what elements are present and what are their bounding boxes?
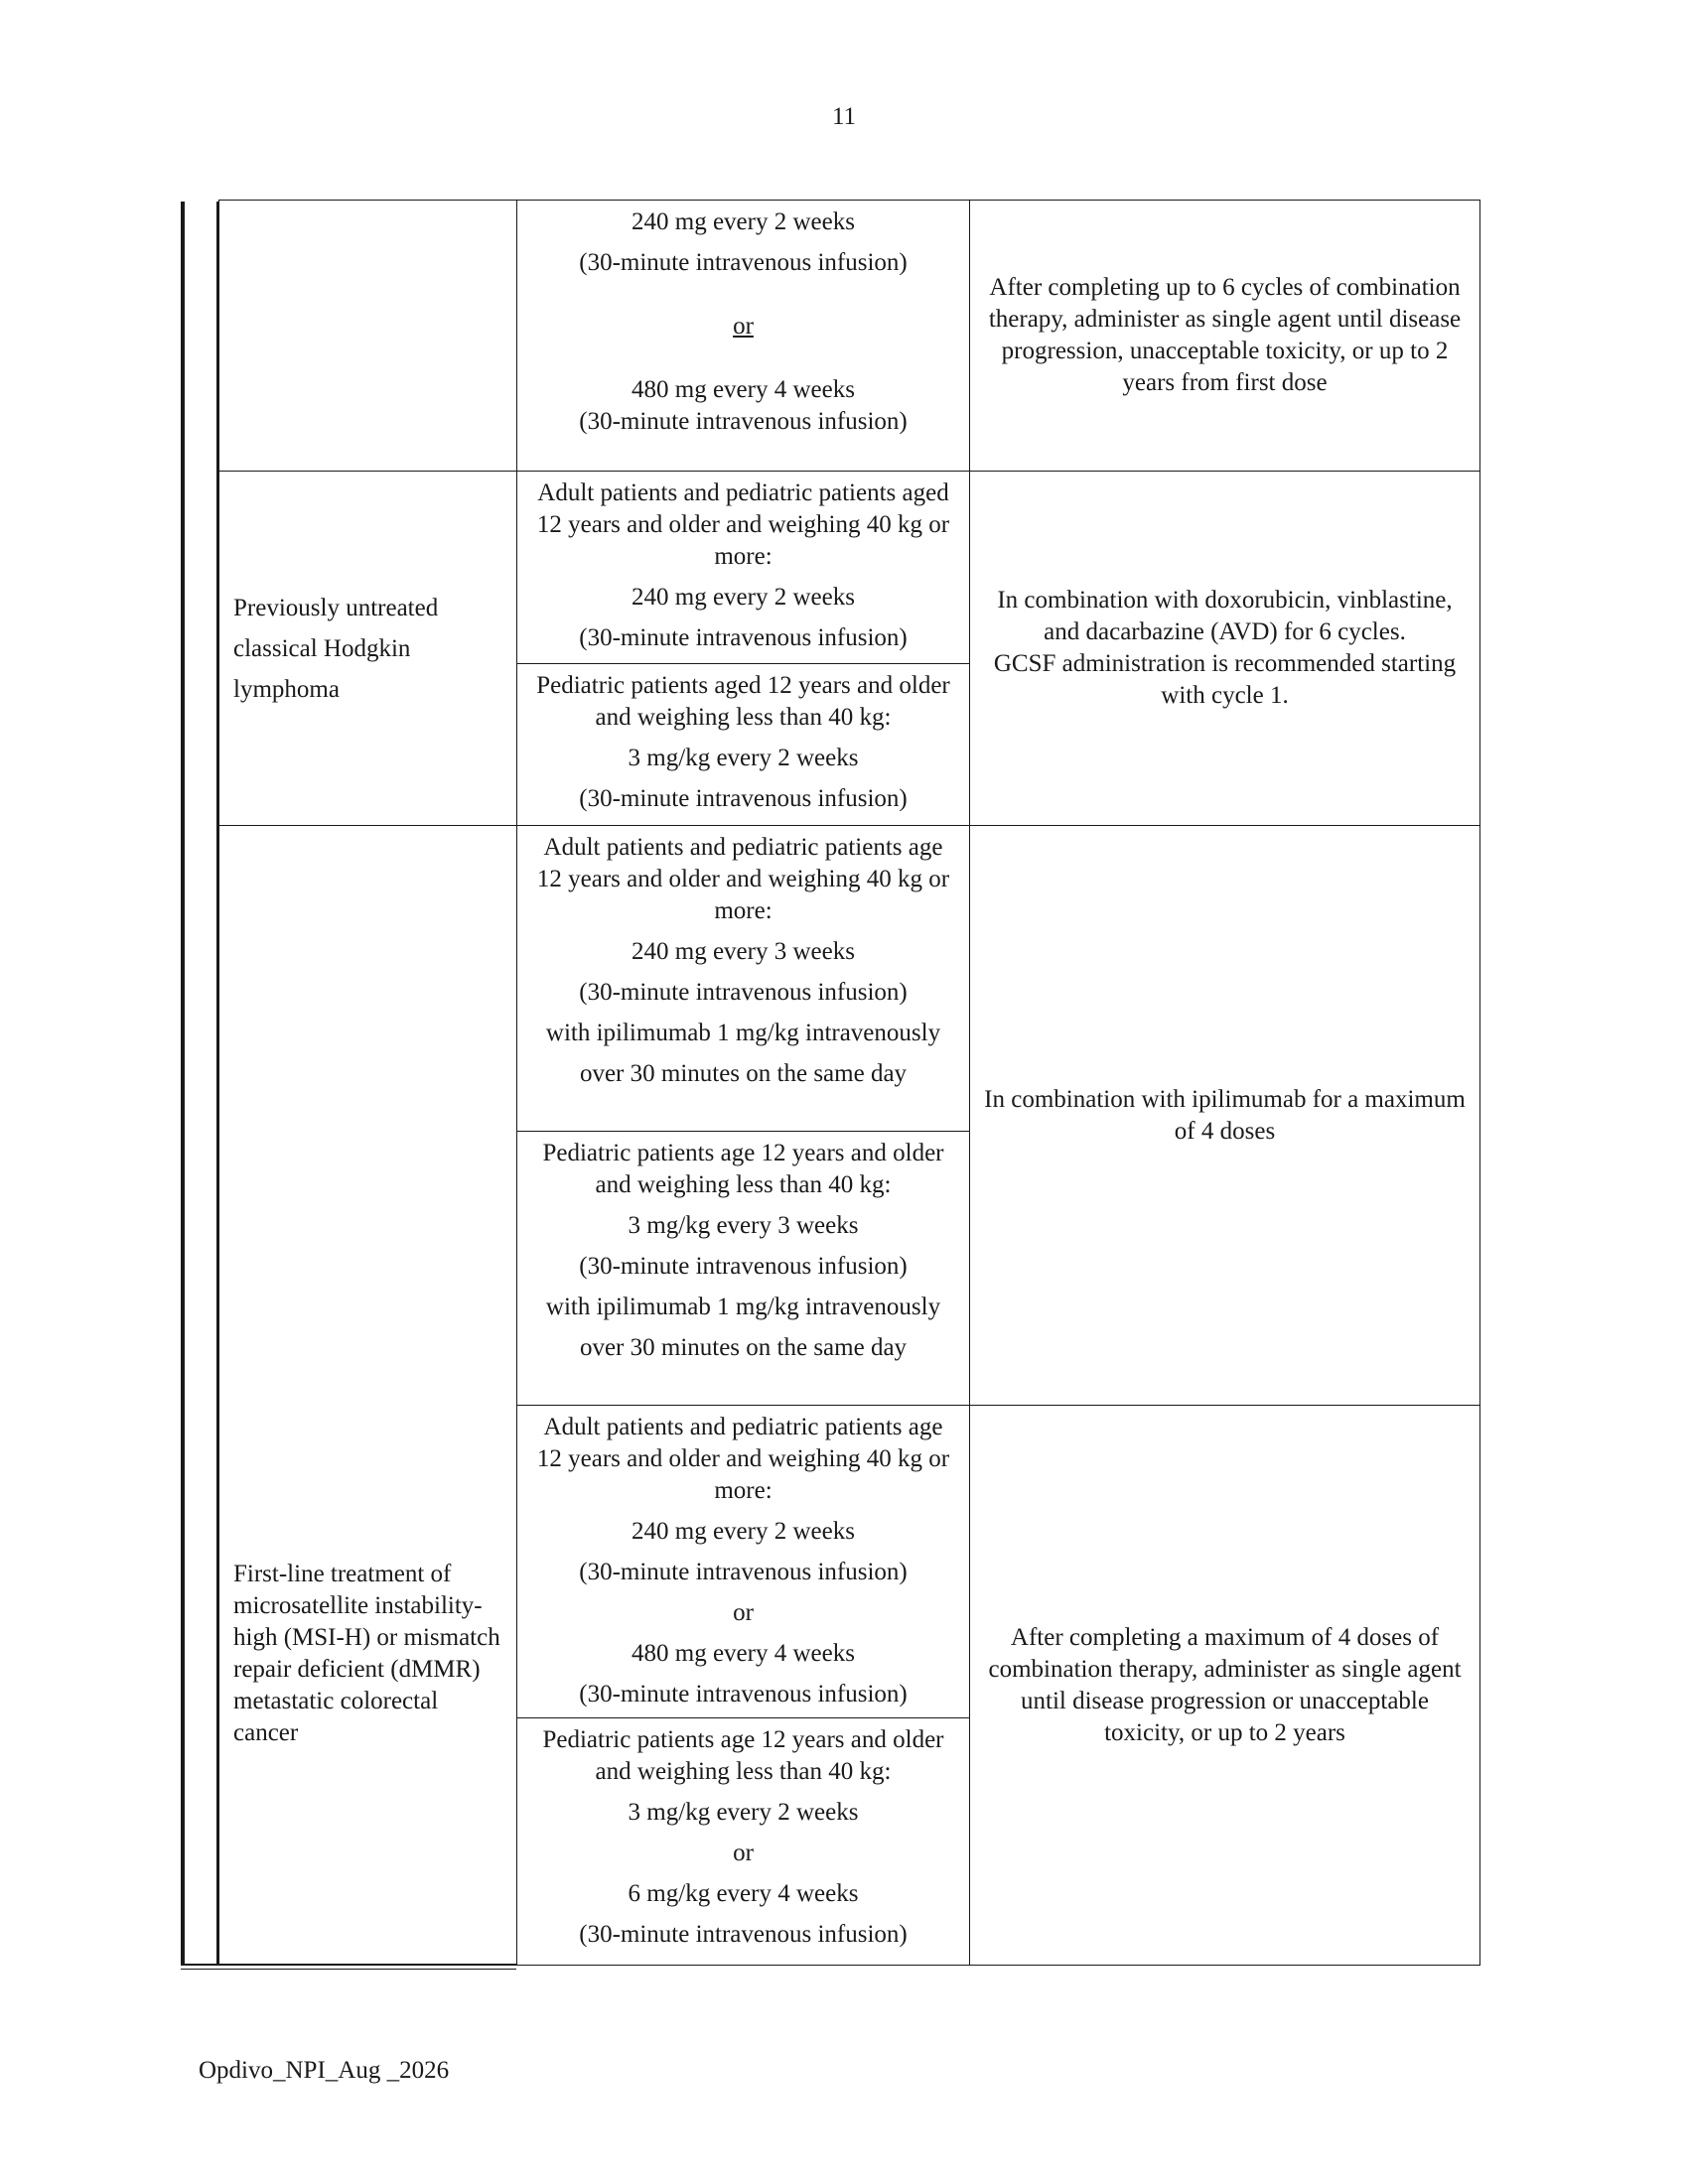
page-number: 11 xyxy=(831,103,857,130)
revision-bar xyxy=(181,202,185,1966)
dose-text: 240 mg every 3 weeks xyxy=(632,938,855,965)
indication-text: First-line treatment of microsatellite instability-high (MSI-H) or mismatch repair deficient (dMMR) metastatic colorectal cancer xyxy=(233,1560,500,1746)
dose-cell xyxy=(517,472,970,664)
table-row xyxy=(219,201,1480,472)
dose-cell xyxy=(517,826,970,1132)
notes-text: In combination with ipilimumab for a maximum of 4 doses xyxy=(984,1085,1466,1145)
table-row xyxy=(219,826,1480,1132)
infusion-text: (30-minute intravenous infusion) xyxy=(579,1681,908,1707)
notes-cell xyxy=(970,1406,1480,1966)
indication-cell-empty xyxy=(219,201,517,472)
notes-cell xyxy=(970,201,1480,472)
dose-text: 240 mg every 2 weeks xyxy=(632,584,855,611)
population-text: Pediatric patients age 12 years and older and weighing less than 40 kg: xyxy=(542,1140,944,1198)
infusion-text: (30-minute intravenous infusion) xyxy=(579,1921,908,1948)
or-text: or xyxy=(733,1840,754,1866)
dose-text: 3 mg/kg every 2 weeks xyxy=(628,745,859,771)
infusion-text: (30-minute intravenous infusion) xyxy=(579,1559,908,1585)
timing-text: over 30 minutes on the same day xyxy=(579,1334,908,1361)
dose-cell xyxy=(517,1718,970,1966)
dose-cell xyxy=(517,664,970,826)
dosage-table xyxy=(218,200,1480,1966)
dose-text: 480 mg every 4 weeks xyxy=(632,1640,855,1667)
table-row xyxy=(219,472,1480,664)
infusion-text: (30-minute intravenous infusion) xyxy=(579,979,908,1006)
indication-cell xyxy=(219,472,517,826)
population-text: Adult patients and pediatric patients age 12 years and older and weighing 40 kg or more: xyxy=(536,834,950,924)
combination-text: with ipilimumab 1 mg/kg intravenously xyxy=(545,1020,941,1046)
dose-text: 3 mg/kg every 3 weeks xyxy=(628,1212,859,1239)
table-bottom-rule-double xyxy=(181,1969,516,1970)
dose-text: 6 mg/kg every 4 weeks xyxy=(628,1880,859,1907)
or-text: or xyxy=(733,313,754,340)
timing-text: over 30 minutes on the same day xyxy=(579,1060,908,1087)
population-text: Pediatric patients age 12 years and older and weighing less than 40 kg: xyxy=(542,1726,944,1785)
population-text: Pediatric patients aged 12 years and older and weighing less than 40 kg: xyxy=(536,672,950,731)
infusion-text: (30-minute intravenous infusion) xyxy=(579,785,908,812)
notes-text: After completing a maximum of 4 doses of combination therapy, administer as single agent until disease progression or unacceptable toxicity, or up to 2 years xyxy=(988,1623,1462,1746)
population-text: Adult patients and pediatric patients age 12 years and older and weighing 40 kg or more: xyxy=(536,1414,950,1504)
notes-cell xyxy=(970,826,1480,1406)
indication-cell xyxy=(219,826,517,1966)
infusion-text: (30-minute intravenous infusion) xyxy=(579,1253,908,1280)
dose-text: 480 mg every 4 weeks xyxy=(632,376,855,403)
dose-cell xyxy=(517,1132,970,1406)
dose-cell xyxy=(517,201,970,472)
infusion-text: (30-minute intravenous infusion) xyxy=(579,624,908,651)
notes-text: After completing up to 6 cycles of combination therapy, administer as single agent until disease progression, unacceptable toxicity, or up to 2 years from first dose xyxy=(988,274,1462,396)
indication-text: Previously untreated classical Hodgkin lymphoma xyxy=(233,594,439,703)
notes-cell xyxy=(970,472,1480,826)
infusion-text: (30-minute intravenous infusion) xyxy=(579,408,908,435)
or-text: or xyxy=(733,1599,754,1626)
dose-text: 240 mg every 2 weeks xyxy=(632,208,855,235)
population-text: Adult patients and pediatric patients aged 12 years and older and weighing 40 kg or more: xyxy=(536,479,950,570)
combination-text: with ipilimumab 1 mg/kg intravenously xyxy=(545,1294,941,1320)
dose-text: 240 mg every 2 weeks xyxy=(632,1518,855,1545)
notes-text: In combination with doxorubicin, vinblastine, and dacarbazine (AVD) for 6 cycles. xyxy=(997,587,1453,645)
dose-text: 3 mg/kg every 2 weeks xyxy=(628,1799,859,1826)
dose-cell xyxy=(517,1406,970,1718)
document-footer: Opdivo_NPI_Aug _2026 xyxy=(199,2057,450,2084)
notes-text: GCSF administration is recommended starting with cycle 1. xyxy=(993,650,1457,709)
infusion-text: (30-minute intravenous infusion) xyxy=(579,249,908,276)
